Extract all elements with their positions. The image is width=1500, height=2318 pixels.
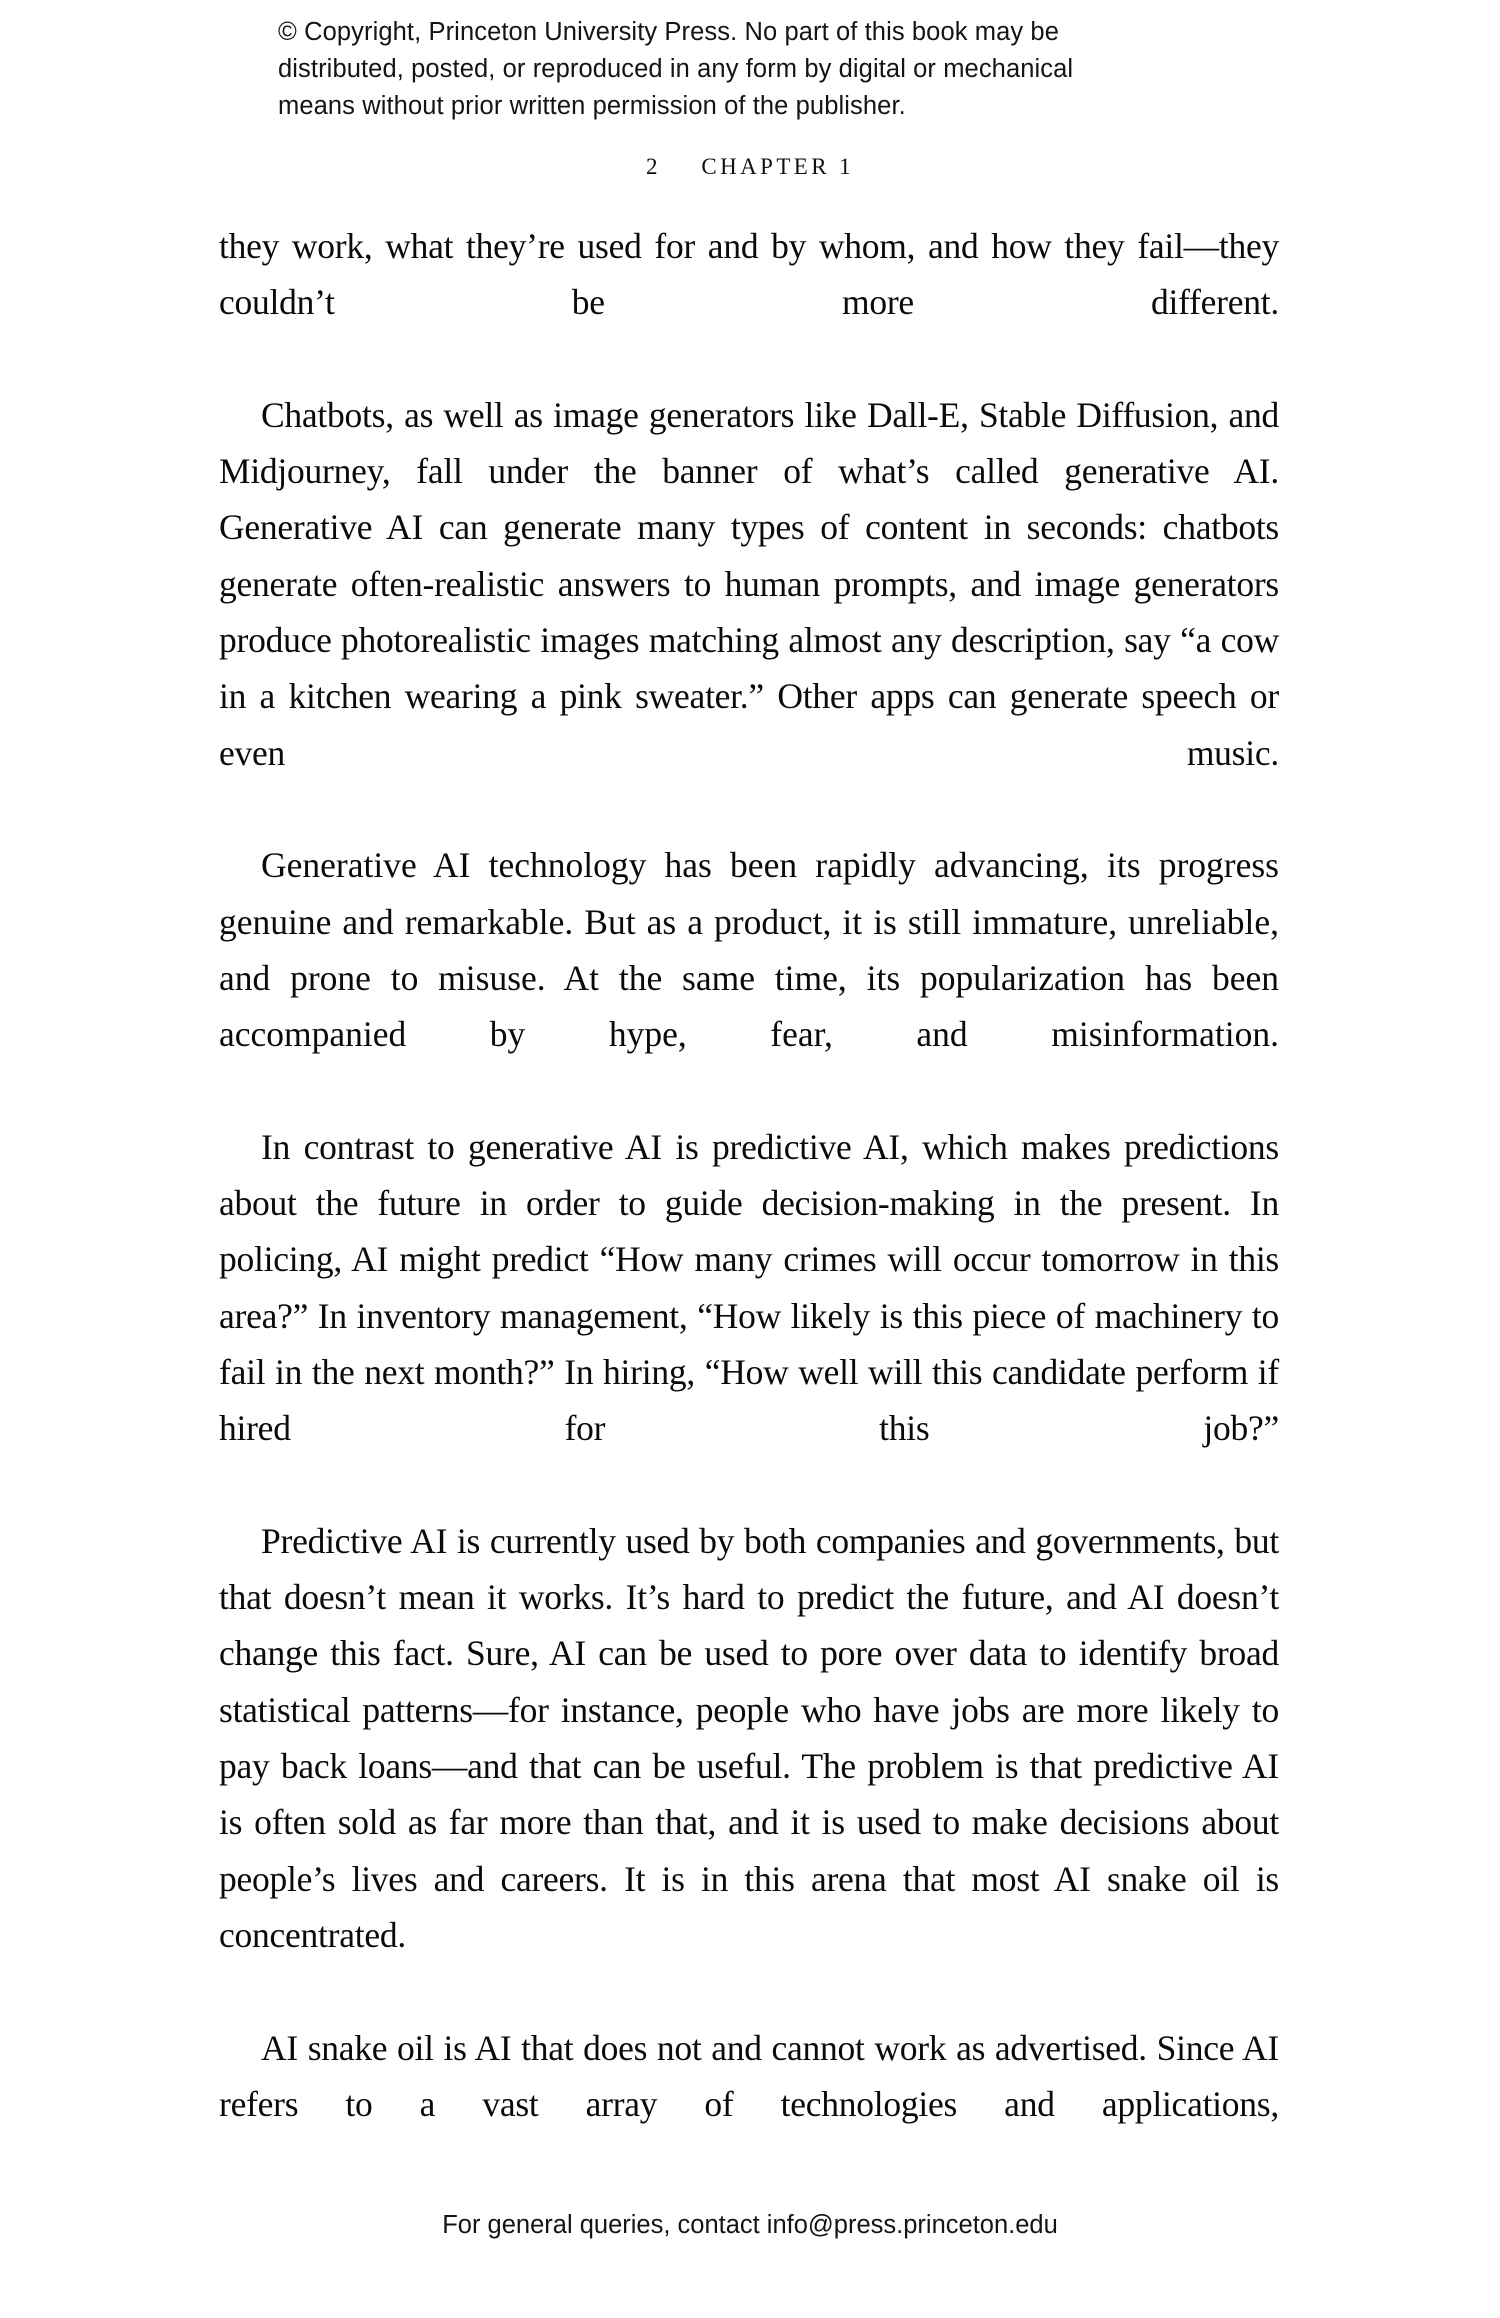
paragraph-3: Generative AI technology has been rapidly advancing, its progress genuine and remarkable. But as a product, it is still immature, unreliable, and prone to misuse. At the same time, its popularization has been accompanied by hype, fear, and misinformation. [219,845,1279,1055]
footer-queries-notice: For general queries, contact info@press.princeton.edu [442,2211,1058,2239]
paragraph-5: Predictive AI is currently used by both companies and governments, but that doesn’t mean it works. It’s hard to predict the future, and AI doesn’t change this fact. Sure, AI can be used to pore over data to identify broad statistical patterns—for instance, people who have jobs are more likely to pay back loans—and that can be useful. The problem is that predictive AI is often sold as far more than that, and it is used to make decisions about people’s lives and careers. It is in this arena that most AI snake oil is concentrated. [219,1520,1279,1955]
running-head-chapter-label: CHAPTER 1 [701,154,855,179]
copyright-notice [278,14,1218,125]
paragraph-1: they work, what they’re used for and by whom, and how they fail—they couldn’t be more different. [219,226,1279,323]
paragraph-4: In contrast to generative AI is predictive AI, which makes predictions about the future in order to guide decision-making in the present. In policing, AI might predict “How many crimes will occur tomorrow in this area?” In inventory management, “How likely is this piece of machinery to fail in the next month?” In hiring, “How well will this candidate perform if hired for this job?” [219,1126,1279,1449]
page-folio-number: 2 [645,154,658,179]
paragraph-2: Chatbots, as well as image generators like Dall-E, Stable Diffusion, and Midjourney, fall under the banner of what’s called generative AI. Generative AI can generate many types of content in seconds: chatbots generate often-realistic answers to human prompts, and image generators produce photorealistic images matching almost any description, say “a cow in a kitchen wearing a pink sweater.” Other apps can generate speech or even music. [219,394,1279,773]
paragraph-6: AI snake oil is AI that does not and cannot work as advertised. Since AI refers to a vast array of technologies and applications, [219,2027,1279,2124]
running-head [0,152,1500,182]
copyright-notice-line-2: distributed, posted, or reproduced in any form by digital or mechanical [278,55,1074,83]
body-text-column [219,218,1279,2188]
copyright-notice-line-1: © Copyright, Princeton University Press. No part of this book may be [278,18,1059,46]
copyright-notice-line-3: means without prior written permission of the publisher. [278,92,906,120]
